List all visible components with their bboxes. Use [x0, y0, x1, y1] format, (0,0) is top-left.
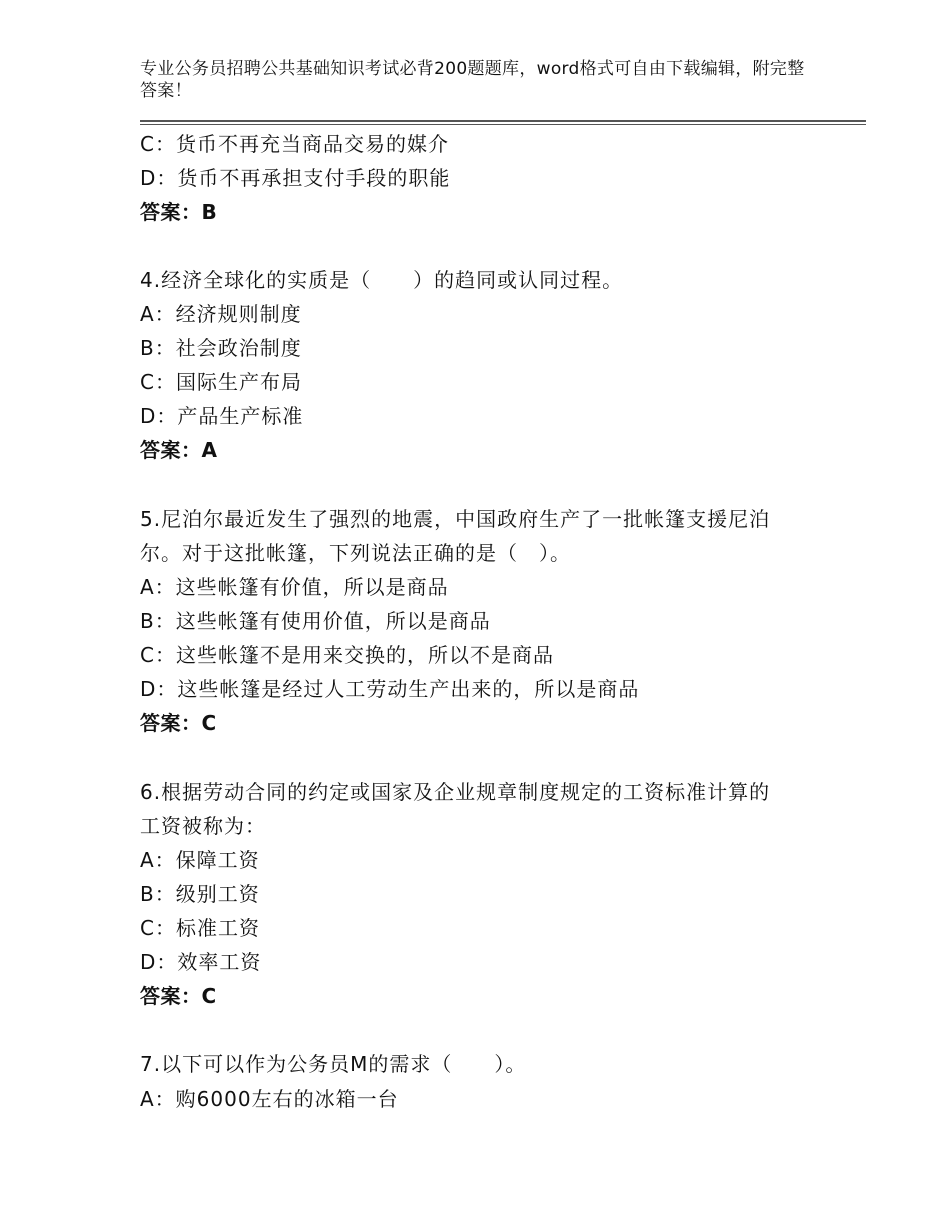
q7-option-a: A：购6000左右的冰箱一台: [140, 1087, 399, 1111]
q5-answer: 答案：C: [140, 711, 217, 735]
header-rule-thick: [140, 120, 866, 122]
q7-stem: 7.以下可以作为公务员M的需求（ ）。: [140, 1052, 527, 1076]
q4-option-d: D：产品生产标准: [140, 404, 304, 428]
document-header: 专业公务员招聘公共基础知识考试必背200题题库，word格式可自由下载编辑，附完整答案！: [140, 59, 805, 101]
header-rule-thin: [140, 124, 866, 125]
q6-stem-line-2: 工资被称为：: [140, 814, 266, 838]
q6-option-b: B：级别工资: [140, 882, 260, 906]
q4-answer: 答案：A: [140, 438, 218, 462]
q6-option-a: A：保障工资: [140, 848, 260, 872]
q5-option-d: D：这些帐篷是经过人工劳动生产出来的，所以是商品: [140, 677, 640, 701]
q5-option-c: C：这些帐篷不是用来交换的，所以不是商品: [140, 643, 554, 667]
q3-answer: 答案：B: [140, 200, 218, 224]
q5-option-b: B：这些帐篷有使用价值，所以是商品: [140, 609, 491, 633]
q6-option-d: D：效率工资: [140, 950, 262, 974]
q4-option-a: A：经济规则制度: [140, 302, 302, 326]
q5-option-a: A：这些帐篷有价值，所以是商品: [140, 575, 449, 599]
q4-option-b: B：社会政治制度: [140, 336, 302, 360]
q6-option-c: C：标准工资: [140, 916, 260, 940]
q4-option-c: C：国际生产布局: [140, 370, 302, 394]
q3-option-c: C：货币不再充当商品交易的媒介: [140, 132, 449, 156]
q4-stem: 4.经济全球化的实质是（ ）的趋同或认同过程。: [140, 268, 624, 292]
q6-stem-line-1: 6.根据劳动合同的约定或国家及企业规章制度规定的工资标准计算的: [140, 780, 771, 804]
q5-stem-line-1: 5.尼泊尔最近发生了强烈的地震，中国政府生产了一批帐篷支援尼泊: [140, 507, 771, 531]
q5-stem-line-2: 尔。对于这批帐篷，下列说法正确的是（ ）。: [140, 541, 571, 565]
q3-option-d: D：货币不再承担支付手段的职能: [140, 166, 451, 190]
q6-answer: 答案：C: [140, 984, 217, 1008]
